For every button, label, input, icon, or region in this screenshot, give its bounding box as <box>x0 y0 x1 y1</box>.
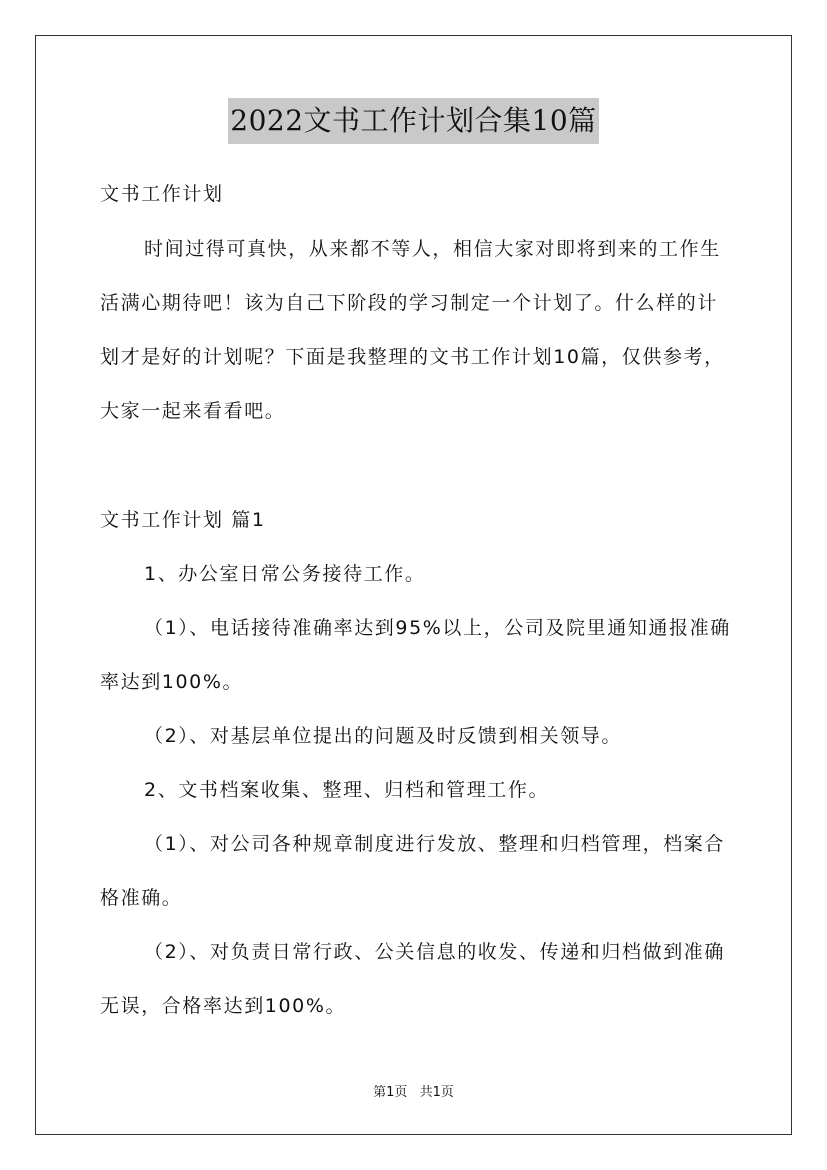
page-number: 第1页 <box>373 1085 408 1100</box>
intro-line-3: 划才是好的计划呢？下面是我整理的文书工作计划10篇，仅供参考， <box>100 346 725 368</box>
document-title: 2022文书工作计划合集10篇 <box>228 98 598 144</box>
item-1-2: （2）、对基层单位提出的问题及时反馈到相关领导。 <box>144 725 622 747</box>
title-wrap <box>0 98 827 144</box>
item-2-1-line-2: 格准确。 <box>100 887 183 909</box>
page-total: 共1页 <box>419 1085 454 1100</box>
item-1-1-line-2: 率达到100%。 <box>100 671 244 693</box>
item-2-1-line-1: （1）、对公司各种规章制度进行发放、整理和归档管理，档案合 <box>144 833 725 855</box>
intro-line-4: 大家一起来看看吧。 <box>100 400 286 422</box>
item-2-2-line-1: （2）、对负责日常行政、公关信息的收发、传递和归档做到准确 <box>144 941 725 963</box>
item-1: 1、办公室日常公务接待工作。 <box>144 563 426 585</box>
item-1-1-line-1: （1）、电话接待准确率达到95%以上，公司及院里通知通报准确 <box>144 617 731 639</box>
page-footer <box>0 1084 827 1102</box>
section-heading: 文书工作计划 <box>100 183 224 205</box>
intro-line-1: 时间过得可真快，从来都不等人，相信大家对即将到来的工作生 <box>144 238 721 260</box>
chapter-heading: 文书工作计划 篇1 <box>100 509 266 531</box>
intro-line-2: 活满心期待吧！该为自己下阶段的学习制定一个计划了。什么样的计 <box>100 292 719 314</box>
item-2-2-line-2: 无误，合格率达到100%。 <box>100 995 347 1017</box>
item-2: 2、文书档案收集、整理、归档和管理工作。 <box>144 779 550 801</box>
